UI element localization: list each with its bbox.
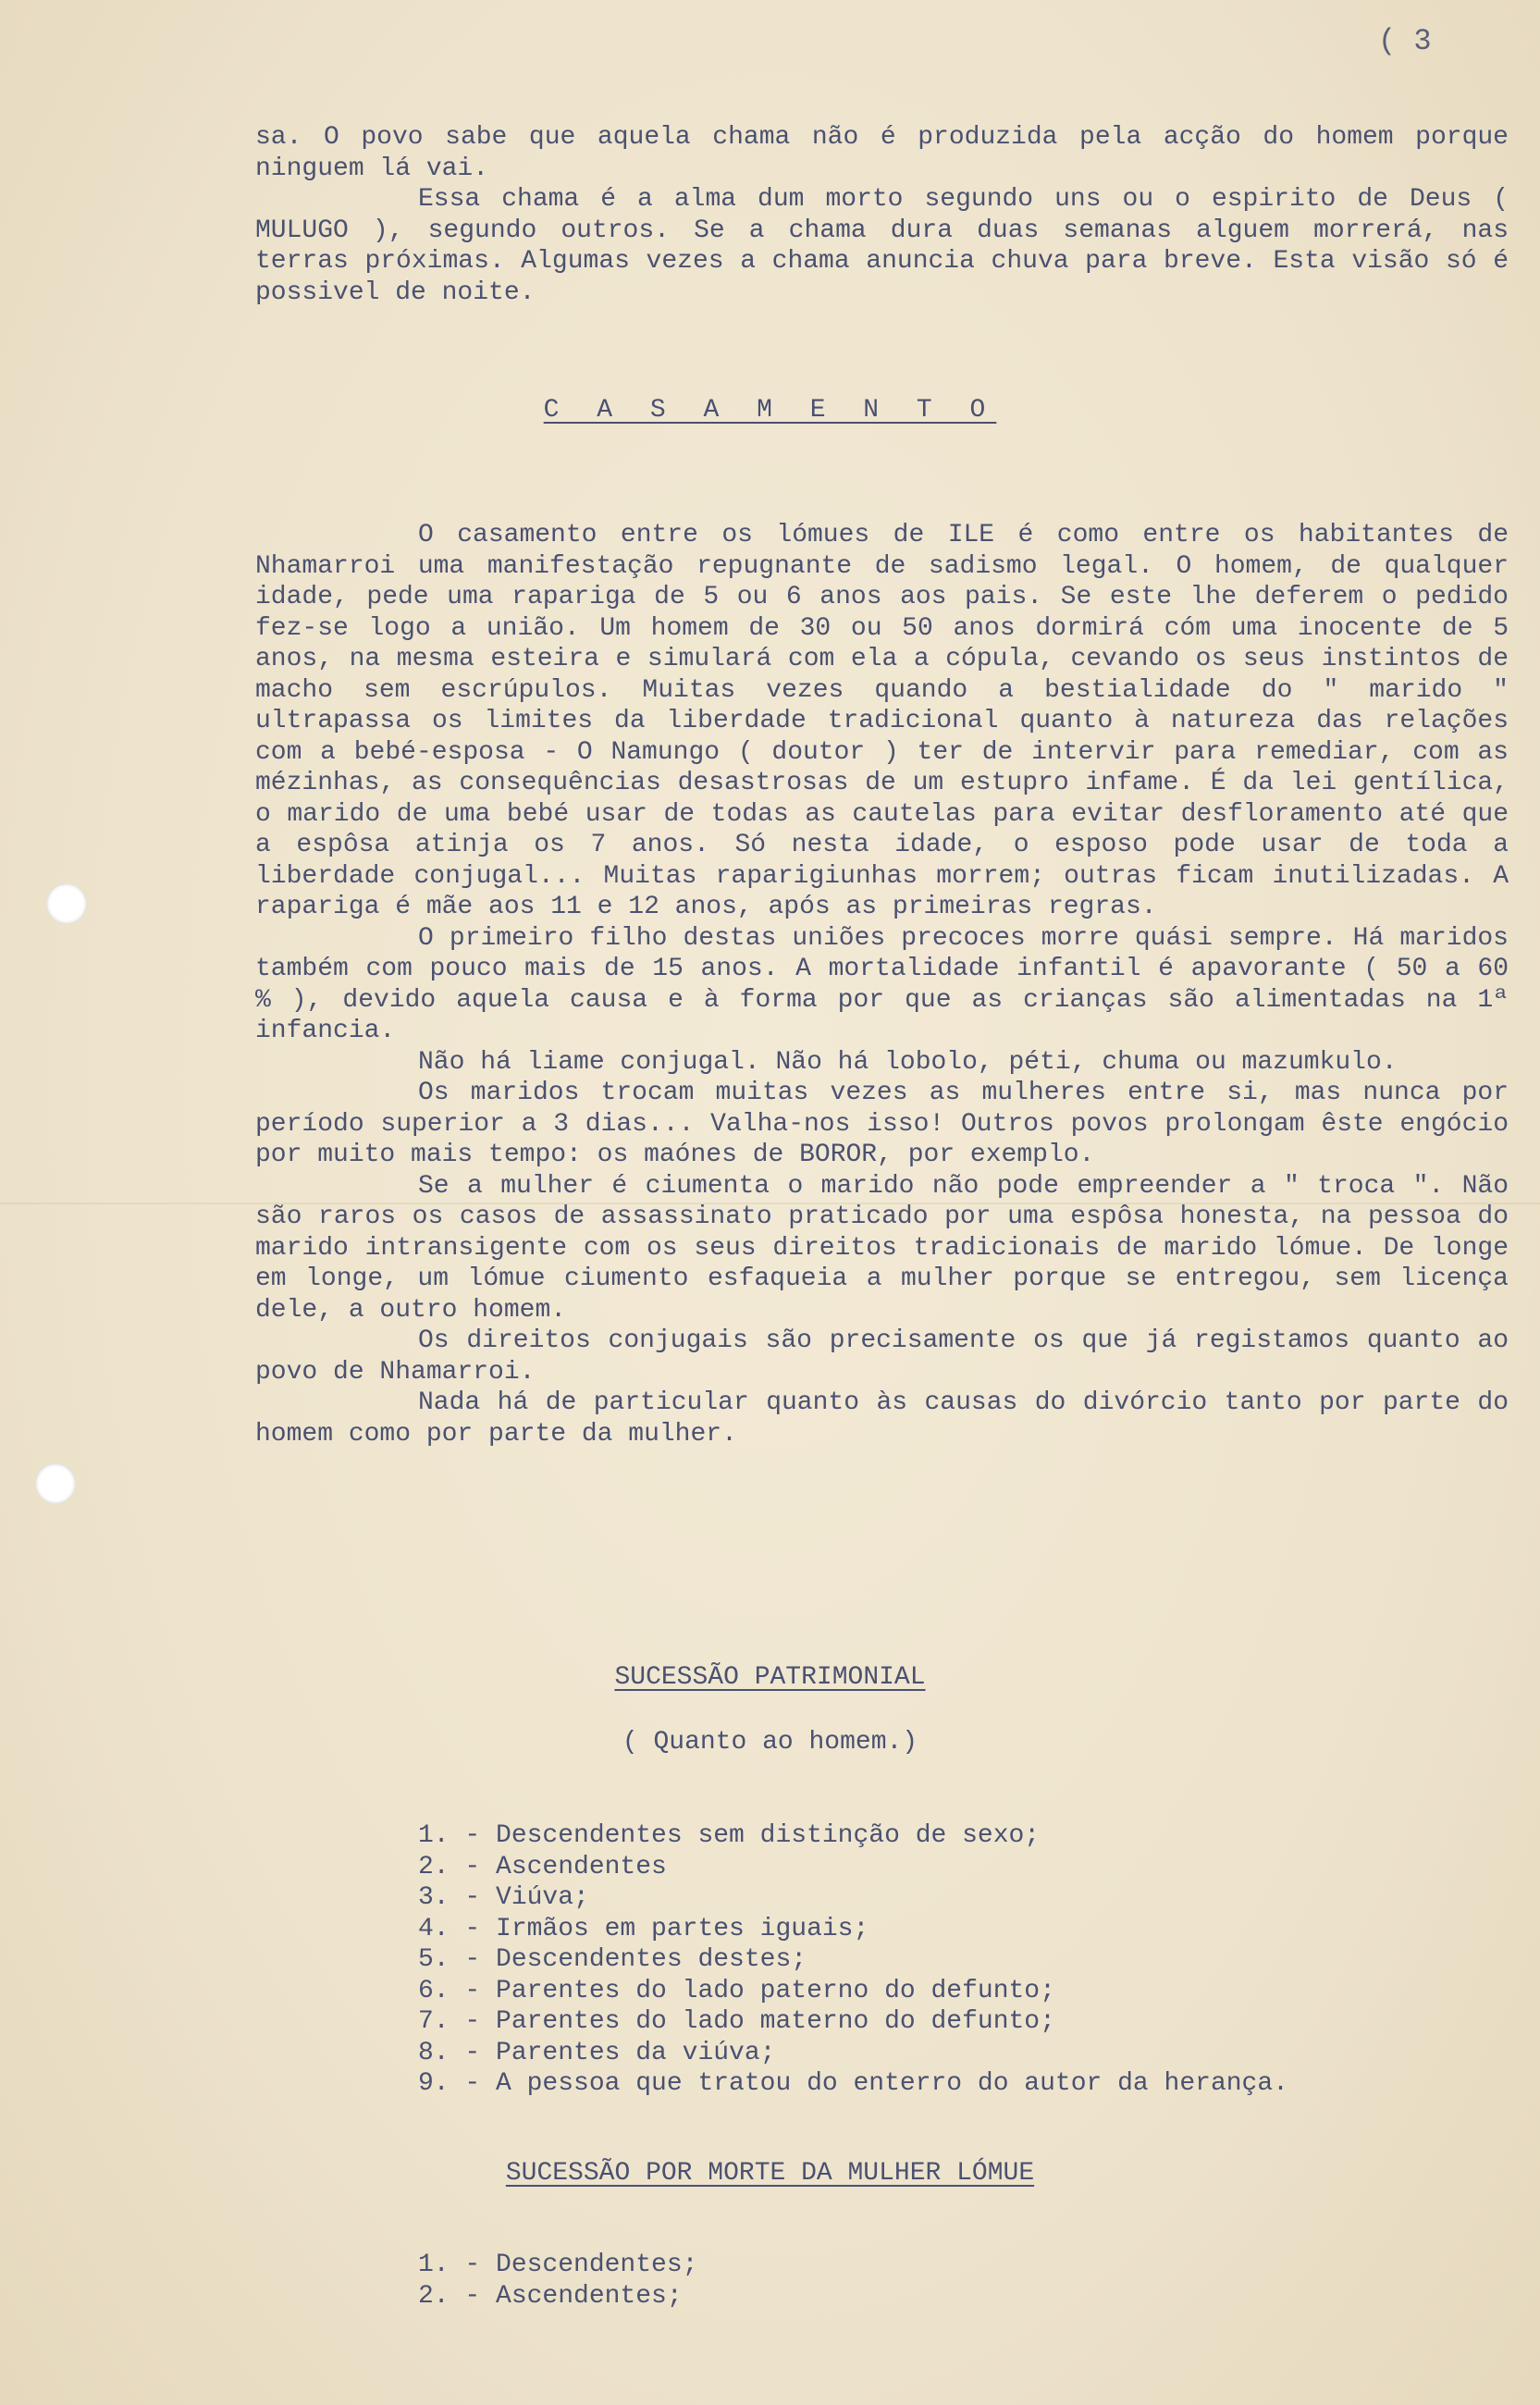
list-item: 1. - Descendentes;: [418, 2251, 698, 2279]
intro-paragraph: sa. O povo sabe que aquela chama não é produzida pela acção do homem porque ninguem lá vai.: [255, 123, 1509, 183]
sucessao-subtitle: ( Quanto ao homem.): [622, 1728, 918, 1757]
list-item: 5. - Descendentes destes;: [418, 1945, 807, 1974]
casamento-paragraph: O primeiro filho destas uniões precoces morre quási sempre. Há maridos também com pouco mais de 15 anos. A mortalidade infantil é apavorante ( 50 a 60 % ), devido aquela causa e à forma por que as crianças são alimentadas na 1ª infancia.: [255, 923, 1509, 1045]
casamento-paragraph: Os direitos conjugais são precisamente os que já registamos quanto ao povo de Nhamarroi.: [255, 1326, 1509, 1387]
casamento-section: [0, 520, 1540, 1449]
casamento-paragraph: Não há liame conjugal. Não há lobolo, péti, chuma ou mazumkulo.: [418, 1047, 1398, 1077]
list-item: 2. - Ascendentes;: [418, 2281, 683, 2311]
mulher-heading: SUCESSÃO POR MORTE DA MULHER LÓMUE: [505, 2159, 1035, 2188]
list-item: 1. - Descendentes sem distinção de sexo;: [418, 1821, 1041, 1850]
list-item: 3. - Viúva;: [418, 1883, 589, 1912]
list-item: 6. - Parentes do lado paterno do defunto;: [418, 1976, 1055, 2005]
list-item: 8. - Parentes da viúva;: [418, 2038, 776, 2067]
intro-paragraph: Essa chama é a alma dum morto segundo uns ou o espirito de Deus ( MULUGO ), segundo outros. Se a chama dura duas semanas alguem morrerá, nas terras próximas. Algumas vezes a chama anuncia chuva para breve. Esta visão só é possivel de noite.: [255, 185, 1509, 307]
mulher-list: [418, 2250, 697, 2312]
sucessao-heading: SUCESSÃO PATRIMONIAL: [614, 1663, 926, 1692]
casamento-paragraph: Nada há de particular quanto às causas do divórcio tanto por parte do homem como por parte da mulher.: [255, 1388, 1509, 1449]
list-item: 4. - Irmãos em partes iguais;: [418, 1914, 869, 1943]
casamento-paragraph: O casamento entre os lómues de ILE é como entre os habitantes de Nhamarroi uma manifestação repugnante de sadismo legal. O homem, de qualquer idade, pede uma rapariga de 5 ou 6 anos aos pais. Se este lhe deferem o pedido fez-se logo a união. Um homem de 30 ou 50 anos dormirá cóm uma inocente de 5 anos, na mesma esteira e simulará com ela a cópula, cevando os seus instintos de macho sem escrúpulos. Muitas vezes quando a bestialidade do " marido " ultrapassa os limites da liberdade tradicional quanto à natureza das relações com a bebé-esposa - O Namungo ( doutor ) ter de intervir para remediar, com as mézinhas, as consequências desastrosas de um estupro infame. É da lei gentílica, o marido de uma bebé usar de todas as cautelas para evitar desfloramento até que a espôsa atinja os 7 anos. Só nesta idade, o esposo pode usar de toda a liberdade conjugal... Muitas raparigiunhas morrem; outras ficam inutilizadas. A rapariga é mãe aos 11 e 12 anos, após as primeiras regras.: [255, 521, 1509, 921]
casamento-heading: C A S A M E N T O: [543, 396, 997, 425]
casamento-paragraph: Se a mulher é ciumenta o marido não pode empreender a " troca ". Não são raros os casos de assassinato praticado por uma espôsa honesta, na pessoa do marido intransigente com os seus direitos tradicionais de marido lómue. De longe em longe, um lómue ciumento esfaqueia a mulher porque se entregou, sem licença dele, a outro homem.: [255, 1171, 1509, 1325]
list-item: 7. - Parentes do lado materno do defunto;: [418, 2007, 1055, 2036]
sucessao-list: [418, 1820, 1288, 2100]
list-item: 9. - A pessoa que tratou do enterro do autor da herança.: [418, 2069, 1288, 2098]
intro-section: [0, 122, 1540, 308]
casamento-paragraph: Os maridos trocam muitas vezes as mulheres entre si, mas nunca por período superior a 3 dias... Valha-nos isso! Outros povos prolongam êste engócio por muito mais tempo: os maónes de BOROR, por exemplo.: [255, 1079, 1509, 1169]
page-number: ( 3: [1378, 24, 1432, 58]
punch-hole-bottom: [35, 1463, 76, 1504]
list-item: 2. - Ascendentes: [418, 1852, 667, 1881]
